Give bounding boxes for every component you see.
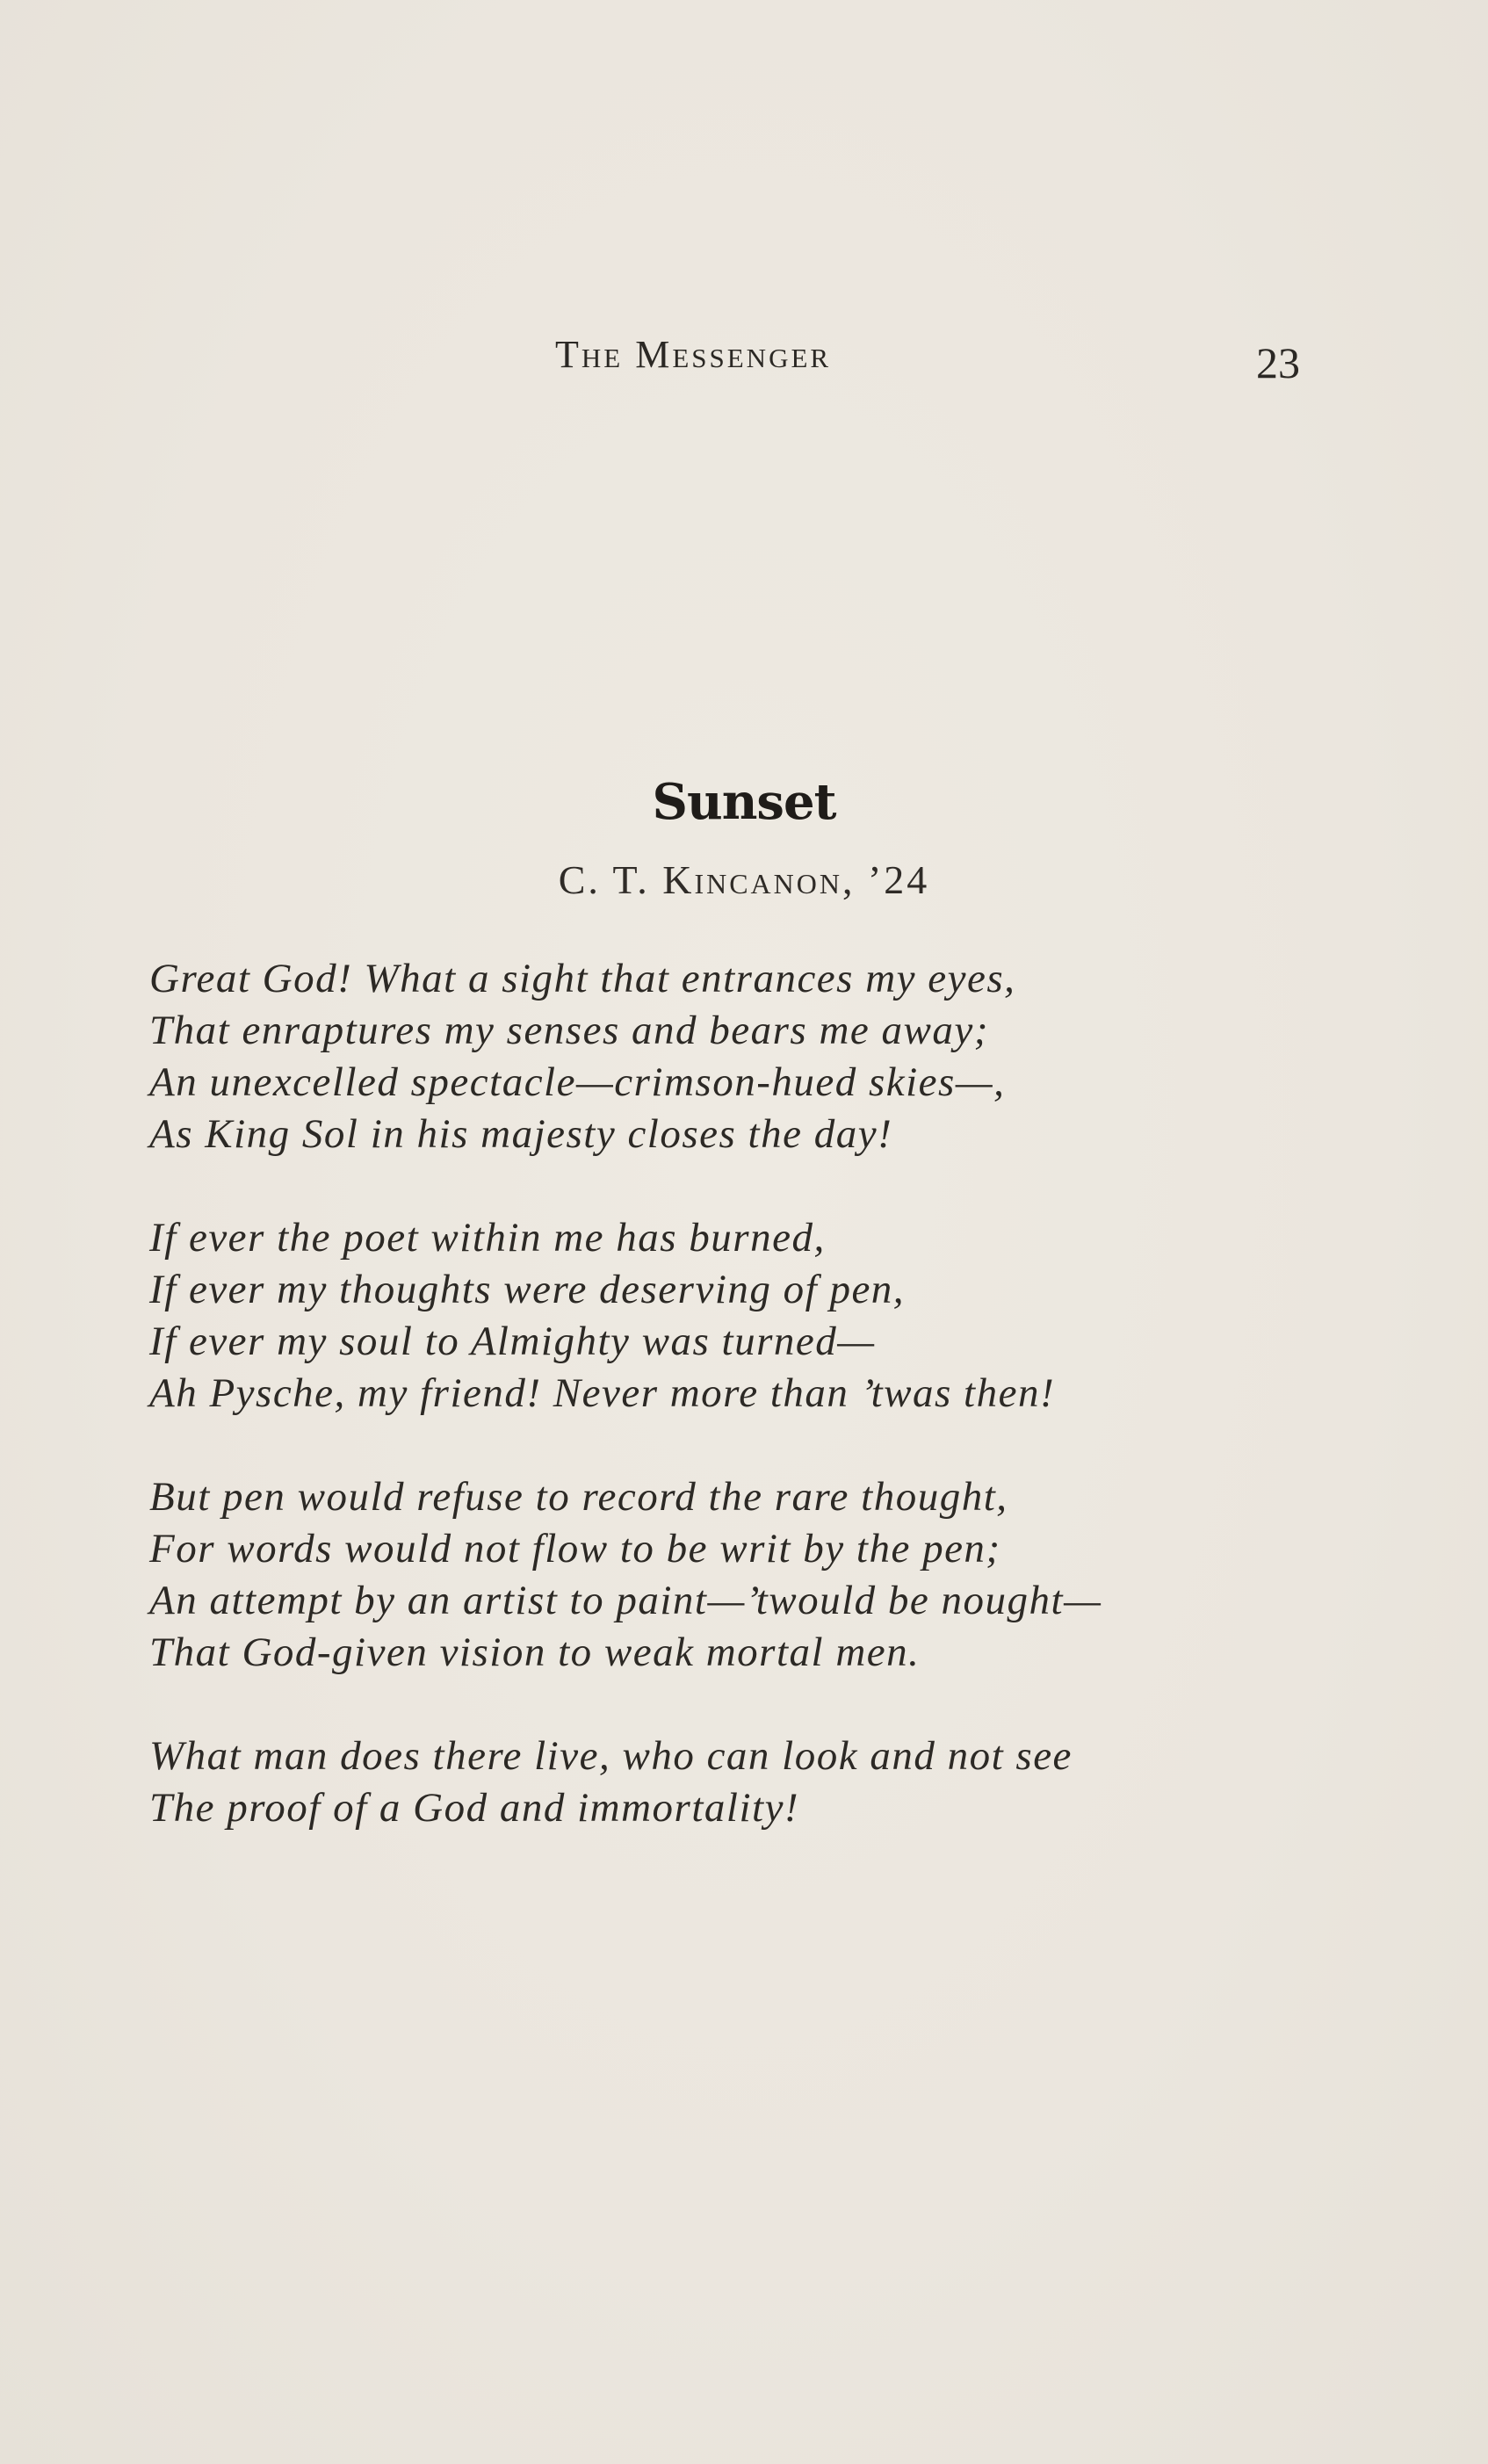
poem-line: What man does there live, who can look and not see	[149, 1733, 1073, 1779]
stanza-3	[149, 1471, 1397, 1679]
poem-line: If ever my soul to Almighty was turned—	[149, 1319, 876, 1364]
stanza-1	[149, 953, 1397, 1160]
poem-line: An unexcelled spectacle—crimson-hued skies—,	[149, 1059, 1006, 1105]
poem-line: An attempt by an artist to paint—’twould be nought—	[149, 1578, 1102, 1623]
poem-line: For words would not flow to be writ by the pen;	[149, 1526, 1001, 1572]
poem-line: If ever the poet within me has burned,	[149, 1215, 826, 1261]
running-head: The Messenger	[555, 333, 832, 376]
poem-line: Ah Pysche, my friend! Never more than ’twas then!	[149, 1370, 1056, 1416]
poem-line: As King Sol in his majesty closes the day!	[149, 1111, 893, 1157]
poem-line: That enraptures my senses and bears me away;	[149, 1008, 989, 1053]
poem-line: But pen would refuse to record the rare thought,	[149, 1474, 1008, 1520]
poem-line: The proof of a God and immortality!	[149, 1785, 800, 1831]
poem-title: Sunset	[652, 773, 836, 831]
poem-line: That God-given vision to weak mortal men.	[149, 1629, 921, 1675]
poem-author: C. T. Kincanon, ’24	[558, 857, 930, 902]
stanza-2	[149, 1212, 1397, 1420]
poem-body	[149, 953, 1397, 1886]
poem-line: Great God! What a sight that entrances my eyes,	[149, 956, 1016, 1001]
stanza-4	[149, 1731, 1397, 1834]
poem-line: If ever my thoughts were deserving of pen,	[149, 1267, 906, 1312]
page-number: 23	[1256, 338, 1300, 387]
